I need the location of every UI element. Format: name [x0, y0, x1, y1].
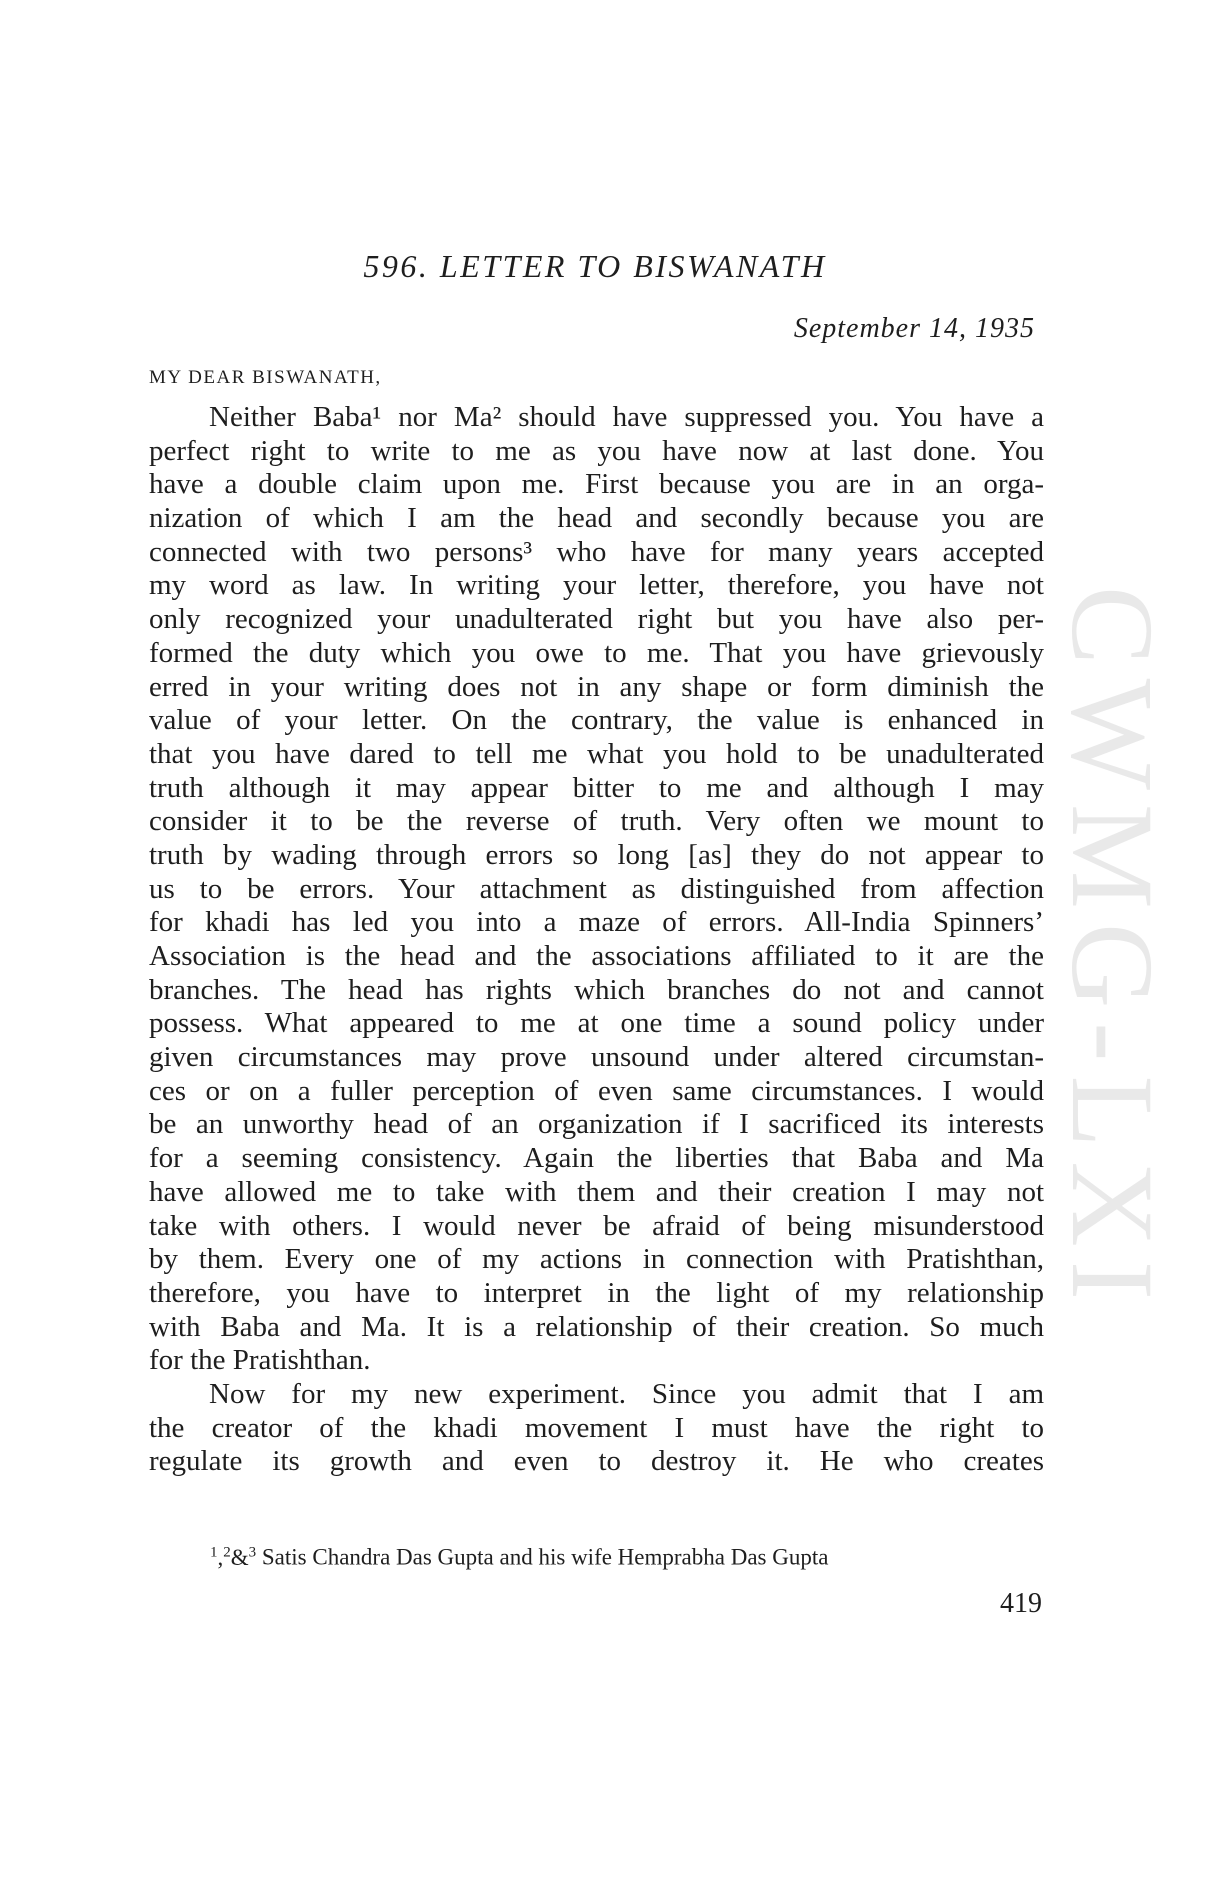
body-line: for the Pratishthan.	[149, 1344, 371, 1377]
footnote	[210, 1544, 828, 1571]
body-line: us to be errors. Your attachment as distinguished from affection	[149, 872, 1044, 905]
body-line: connected with two persons³ who have for many years accepted	[149, 535, 1044, 568]
heading-title: LETTER TO BISWANATH	[439, 248, 827, 284]
body-line: be an unworthy head of an organization if I sacrificed its interests	[149, 1108, 1044, 1141]
body-line: regulate its growth and even to destroy it. He who creates	[149, 1445, 1044, 1478]
body-line: erred in your writing does not in any shape or form diminish the	[149, 670, 1044, 703]
body-line: consider it to be the reverse of truth. Very often we mount to	[149, 805, 1044, 838]
body-line: my word as law. In writing your letter, therefore, you have not	[149, 569, 1044, 602]
body-line: only recognized your unadulterated right but you have also per-	[149, 603, 1044, 636]
body-line: perfect right to write to me as you have now at last done. You	[149, 434, 1044, 467]
body-line: by them. Every one of my actions in connection with Pratishthan,	[149, 1243, 1044, 1276]
body-line: that you have dared to tell me what you hold to be unadulterated	[149, 737, 1044, 770]
body-line: value of your letter. On the contrary, the value is enhanced in	[149, 704, 1044, 737]
body-line: have a double claim upon me. First because you are in an orga-	[149, 468, 1044, 501]
page-number: 419	[1000, 1588, 1042, 1619]
footnote-marks: $^1$,$^2$&$^3$	[210, 1544, 257, 1570]
body-line: Now for my new experiment. Since you admit that I am	[209, 1377, 1044, 1410]
body-line: truth by wading through errors so long [as] they do not appear to	[149, 838, 1044, 871]
body-line: for khadi has led you into a maze of errors. All-India Spinners’	[149, 906, 1044, 939]
watermark	[1047, 500, 1179, 1400]
watermark-text: CWMG-LXI	[1047, 585, 1179, 1315]
body-line: nization of which I am the head and secondly because you are	[149, 502, 1044, 535]
body-line: Neither Baba¹ nor Ma² should have suppressed you. You have a	[209, 401, 1044, 433]
salutation: MY DEAR BISWANATH,	[149, 367, 382, 388]
letter-body	[149, 401, 1044, 1479]
body-line: possess. What appeared to me at one time a sound policy under	[149, 1007, 1044, 1040]
body-line: truth although it may appear bitter to me and although I may	[149, 771, 1044, 804]
body-line: with Baba and Ma. It is a relationship of their creation. So much	[149, 1310, 1044, 1343]
body-line: given circumstances may prove unsound under altered circumstan-	[149, 1041, 1044, 1074]
body-line: formed the duty which you owe to me. That you have grievously	[149, 636, 1044, 669]
body-line: for a seeming consistency. Again the liberties that Baba and Ma	[149, 1142, 1044, 1175]
body-line: the creator of the khadi movement I must have the right to	[149, 1411, 1044, 1444]
body-line: take with others. I would never be afraid of being misunderstood	[149, 1209, 1044, 1242]
body-line: ces or on a fuller perception of even same circumstances. I would	[149, 1074, 1044, 1107]
body-line: have allowed me to take with them and their creation I may not	[149, 1175, 1044, 1208]
footnote-text: Satis Chandra Das Gupta and his wife Hemprabha Das Gupta	[261, 1544, 829, 1570]
heading-number: 596.	[363, 248, 430, 284]
letter-heading	[150, 248, 1040, 285]
body-line: Association is the head and the associations affiliated to it are the	[149, 940, 1044, 972]
body-line: branches. The head has rights which branches do not and cannot	[149, 973, 1044, 1006]
body-line: therefore, you have to interpret in the light of my relationship	[149, 1276, 1044, 1309]
letter-date: September 14, 1935	[793, 313, 1035, 344]
